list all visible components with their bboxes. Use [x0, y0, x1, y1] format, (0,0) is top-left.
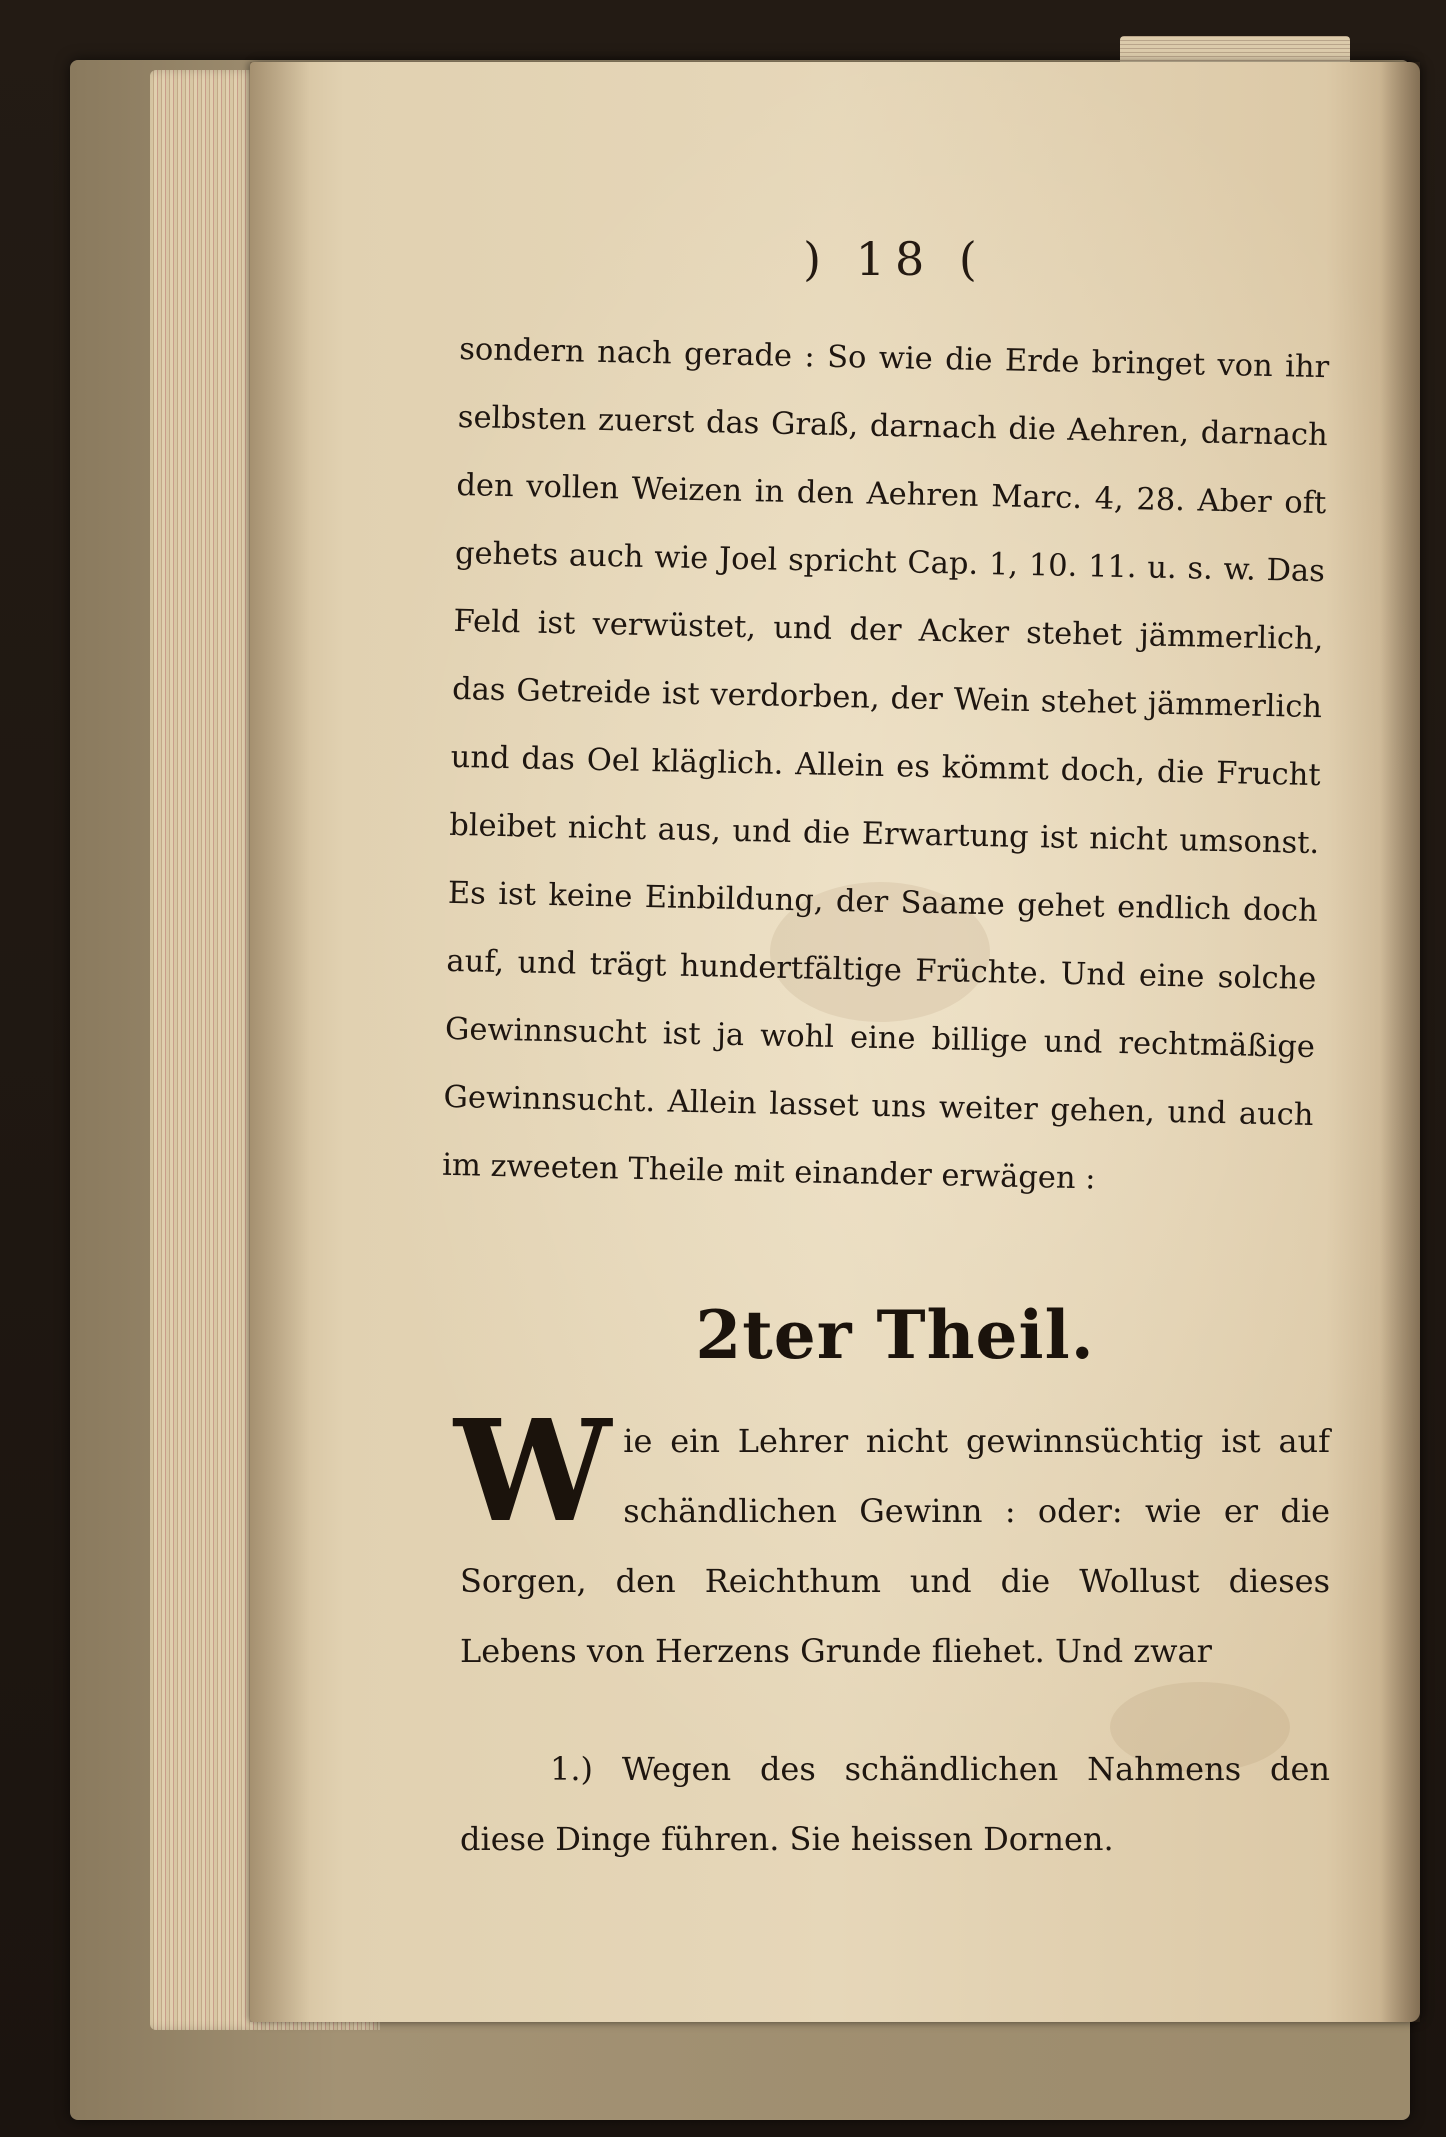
numbered-point: 1.) Wegen des schändlichen Nahmens den diese Dinge führen. Sie heissen Dornen.: [460, 1750, 1330, 1858]
page-number: ) 18 (: [803, 232, 987, 286]
section-heading: 2ter Theil.: [695, 1296, 1095, 1374]
section-text: ie ein Lehrer nicht gewinnsüchtig ist auf schändlichen Gewinn : oder: wie er die Sorgen, den Reichthum und die Wollust dieses Lebens von Herzens Grunde fliehet. Und zwar: [460, 1422, 1330, 1670]
body-paragraph: sondern nach gerade : So wie die Erde bringet von ihr selbsten zuerst das Graß, darnach die Aehren, darnach den vollen Weizen in den Aehren Marc. 4, 28. Aber oft gehets auch wie Joel spricht Cap. 1, 10. 11. u. s. w. Das Feld ist verwüstet, und der Acker stehet jämmerlich, das Getreide ist verdorben, der Wein stehet jämmerlich und das Oel kläglich. Allein es kömmt doch, die Frucht bleibet nicht aus, und die Erwartung ist nicht umsonst. Es ist keine Einbildung, der Saame gehet endlich doch auf, und trägt hundertfältige Früchte. Und eine solche Gewinnsucht ist ja wohl eine billige und rechtmäßige Gewinnsucht. Allein lasset uns weiter gehen, und auch im zweeten Theile mit einander erwägen :: [441, 331, 1330, 1197]
text-block: [441, 162, 1330, 1874]
book-page: [250, 62, 1420, 2022]
section-paragraph: [454, 1390, 1330, 1706]
drop-cap: W: [454, 1390, 612, 1554]
fold-shadow: [1380, 62, 1420, 2022]
gutter-shadow: [250, 62, 310, 2022]
